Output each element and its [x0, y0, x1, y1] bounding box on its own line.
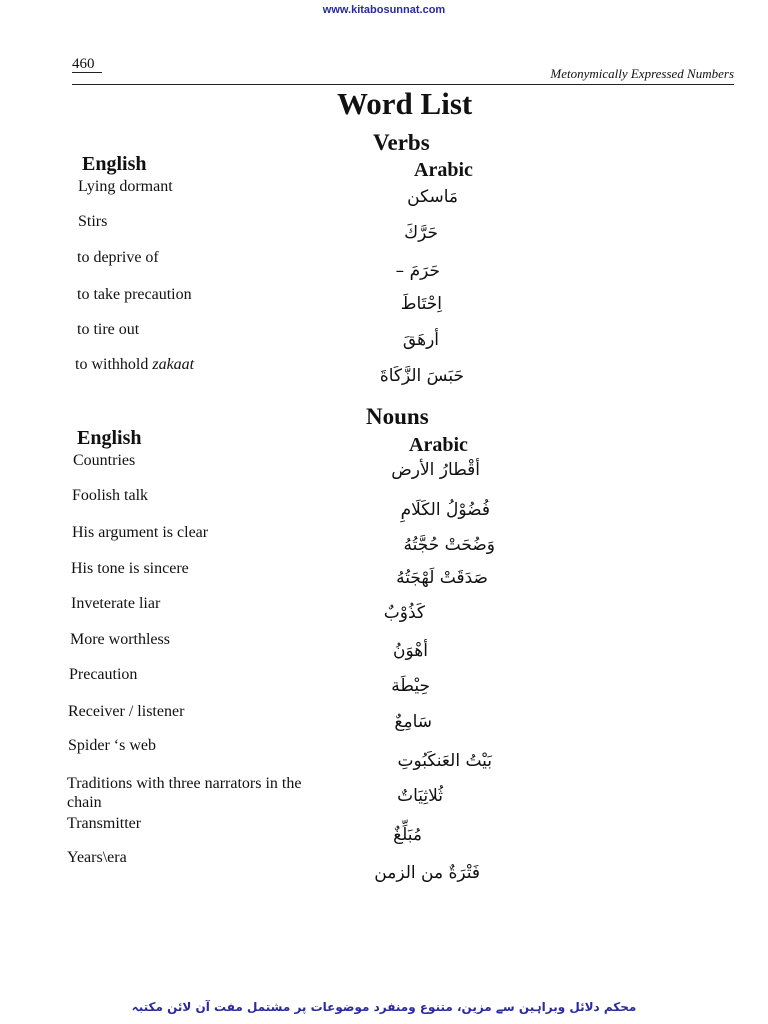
noun-english-1: Countries: [73, 452, 136, 469]
verbs-heading: Verbs: [373, 130, 430, 155]
verb-arabic-1: مَاسكن: [407, 187, 458, 207]
verb-arabic-3: حَرَمَ –: [395, 261, 440, 281]
nouns-english-label: English: [77, 427, 142, 449]
noun-arabic-8: سَامِعٌ: [394, 712, 432, 732]
verb-english-6: [75, 356, 194, 374]
noun-english-6: More worthless: [70, 631, 170, 648]
noun-english-11: Transmitter: [67, 815, 142, 832]
noun-arabic-2: فُضُوْلُ الكَلَامِ: [400, 500, 490, 520]
noun-english-10-line2: chain: [67, 794, 102, 811]
noun-arabic-4: صَدَقَتْ لَهْجَتُهُ: [396, 568, 488, 588]
verb-arabic-5: أرهَقَ: [402, 330, 439, 350]
verb-english-2: Stirs: [78, 213, 108, 230]
nouns-heading: Nouns: [366, 404, 429, 429]
noun-arabic-1: أقْطارُ الأرض: [391, 460, 480, 480]
running-head: Metonymically Expressed Numbers: [550, 66, 734, 81]
noun-arabic-6: أهْوَنُ: [393, 641, 428, 661]
footer-banner: محکم دلائل وبراہین سے مزین، متنوع ومنفرد موضوعات پر مشتمل مفت آن لائن مکتبہ: [131, 1000, 637, 1014]
noun-english-3: His argument is clear: [72, 524, 209, 541]
verb-english-5: to tire out: [77, 321, 140, 338]
verb-english-1: Lying dormant: [78, 178, 173, 195]
noun-english-9: Spider ‘s web: [68, 737, 156, 754]
page-number: 460: [72, 56, 95, 72]
noun-english-5: Inveterate liar: [71, 595, 161, 612]
verb-english-6-zakaat: zakaat: [152, 356, 195, 373]
noun-english-12: Years\era: [67, 849, 127, 866]
nouns-arabic-label: Arabic: [409, 434, 468, 456]
noun-english-7: Precaution: [69, 666, 138, 683]
noun-arabic-10: ثُلاثِيَاتٌ: [397, 786, 443, 806]
noun-arabic-11: مُبَلِّغٌ: [393, 825, 422, 845]
noun-english-4: His tone is sincere: [71, 560, 189, 577]
verb-english-3: to deprive of: [77, 249, 159, 266]
page-number-rule: [72, 72, 102, 73]
noun-english-2: Foolish talk: [72, 487, 149, 504]
noun-arabic-12: فَتْرَةٌ من الزمن: [374, 863, 480, 883]
noun-arabic-9: بَيْتُ العَنكَبُوتِ: [397, 751, 492, 771]
header-rule: [72, 84, 734, 85]
noun-english-10: Traditions with three narrators in the: [67, 775, 302, 792]
page-title: Word List: [337, 86, 473, 121]
noun-arabic-3: وَضُحَتْ حُجَّتُهُ: [403, 535, 495, 555]
verb-arabic-2: حَرَّكَ: [404, 223, 438, 243]
verb-arabic-4: اِحْتَاطَ: [400, 294, 442, 314]
noun-arabic-7: حِيْطَة: [391, 676, 430, 696]
verbs-arabic-label: Arabic: [414, 159, 473, 181]
verb-english-4: to take precaution: [77, 286, 192, 303]
site-url: www.kitabosunnat.com: [322, 4, 446, 16]
verb-english-6-text: to withhold: [75, 356, 149, 373]
noun-english-8: Receiver / listener: [68, 703, 185, 720]
verb-arabic-6: حَبَسَ الزَّكَاةَ: [379, 366, 464, 386]
verbs-english-label: English: [82, 153, 147, 175]
noun-arabic-5: كَذُوْبٌ: [383, 603, 425, 623]
